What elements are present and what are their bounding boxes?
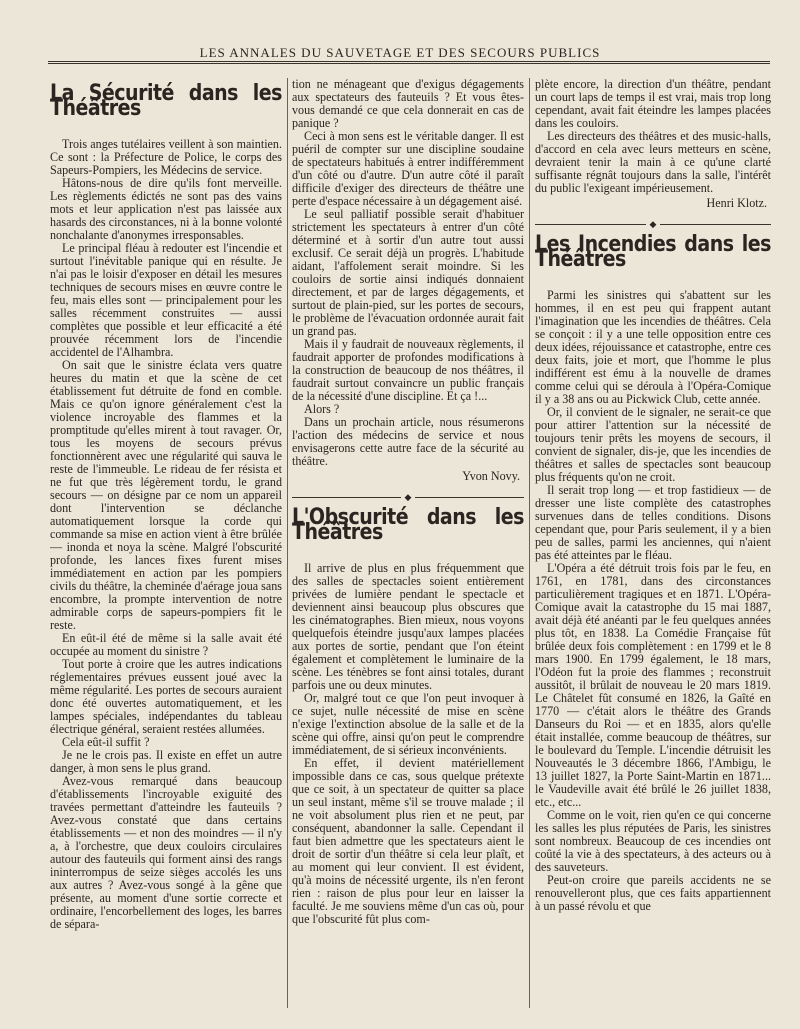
paragraph: Trois anges tutélaires veillent à son maintien. Ce sont : la Préfecture de Police, le corps des Sapeurs-Pompiers, les Médecins de service.	[50, 137, 282, 177]
column-3	[535, 78, 771, 1008]
paragraph: On sait que le sinistre éclata vers quatre heures du matin et que la scène de cet établissement fut détruite de fond en comble. Mais ce qu'on ignore généralement c'est la violence incroyable des flammes et la promptitude qu'elles mirent à tout ravager. Or, tous les moyens de secours prévus fonctionnèrent avec une régularité qui sauva le reste de l'immeuble. Le rideau de fer résista et ne fut que très légèrement tordu, le grand secours — on désigne par ce nom un appareil dont l'intervention se déclanche automatiquement lorsque la corde qui commande sa mise en action vient à être brûlée — inonda et noya la scène. Malgré l'obscurité profonde, les lances fixes furent mises immédiatement en action par les pompiers civils du théâtre, la cheminée d'aérage joua sans encombre, la prompte intervention de notre admirable corps de sapeurs-pompiers fit le reste.	[50, 358, 282, 632]
article-title: L'Obscurité dans les Théâtres	[292, 504, 524, 545]
paragraph: Comme on le voit, rien qu'en ce qui concerne les salles les plus réputées de Paris, les sinistres sont nombreux. Beaucoup de ces incendies ont coûté la vie à des spectateurs, à des acteurs ou à des sauveteurs.	[535, 808, 771, 874]
column-2	[292, 78, 524, 1008]
paragraph: Tout porte à croire que les autres indications réglementaires prévues eussent joué avec la même régularité. Les portes de secours auraient donc été ouvertes automatiquement, et les lampes spéciales, indépendantes du tableau électrique général, seraient restées allumées.	[50, 657, 282, 736]
paragraph: Cela eût-il suffit ?	[62, 735, 150, 749]
paragraph: L'Opéra a été détruit trois fois par le feu, en 1761, en 1781, dans des circonstances particulièrement tragiques et en 1871. L'Opéra-Comique avait la catastrophe du 15 mai 1887, avait déjà été anéanti par le feu quelques années plus tôt, en 1838. La Comédie Française fût brûlée deux fois complètement : en 1799 et le 8 mars 1900. En 1799 également, le 18 mars, l'Odéon fut la proie des flammes ; reconstruit aussitôt, il brûlait de nouveau le 20 mars 1819. Le Châtelet fût consumé en 1826, la Gaîté en 1770 — c'était alors le théâtre des Grands Danseurs du Roi — et en 1835, alors qu'elle était installée, comme beaucoup de théâtres, sur le boulevard du Temple. L'incendie détruisit les Nouveautés le 3 décembre 1866, l'Ambigu, le 13 juillet 1827, la Porte Saint-Martin en 1871... le Vaudeville avait été brûlé le 26 juillet 1838, etc., etc...	[535, 561, 771, 809]
paragraph: Or, malgré tout ce que l'on peut invoquer à ce sujet, nulle nécessité de mise en scène n'exige l'extinction absolue de la salle et de la scène qui offre, ainsi qu'on peut le comprendre immédiatement, de si sérieux inconvénients.	[292, 691, 524, 757]
separator: ◆	[292, 493, 524, 502]
article-title: Les Incendies dans les Théâtres	[535, 231, 771, 272]
article-title: La Sécurité dans les Théâtres	[50, 80, 282, 121]
paragraph: Dans un prochain article, nous résumerons l'action des médecins de service et nous envisagerons cette autre face de la sécurité au théâtre.	[292, 415, 524, 468]
paragraph: Il serait trop long — et trop fastidieux — de dresser une liste complète des catastrophes survenues dans de telles conditions. Disons cependant que, pour Paris seulement, il y a bien peu de salles, parmi les anciennes, qui n'aient pas été atteintes par le fléau.	[535, 483, 771, 562]
paragraph: tion ne ménageant que d'exigus dégagements aux spectateurs des fauteuils ? Et vous êtes-vous demandé ce que cela donnerait en cas de panique ?	[292, 78, 524, 130]
paragraph: Le seul palliatif possible serait d'habituer strictement les spectateurs à entrer d'un côté déterminé et à sortir d'un autre tout aussi exclusif. Ce serait déjà un progrès. L'habitude aidant, l'affolement serait moindre. Si les couloirs de sortie ainsi indiqués donnaient directement, et par de larges dégagements, et surtout de plain-pied, sur les portes de secours, le problème de l'évacuation ordonnée aurait fait un grand pas.	[292, 207, 524, 338]
header-rule	[48, 61, 770, 64]
paragraph: Ceci à mon sens est le véritable danger. Il est puéril de compter sur une discipline soudaine de spectateurs habitués à entrer indifféremment d'un côté ou d'autre. D'un autre côté il paraît difficile d'exiger des directeurs de théâtre une perte d'espace nécessaire à un dégagement aisé.	[292, 129, 524, 208]
paragraph: Les directeurs des théâtres et des music-halls, d'accord en cela avec leurs metteurs en scène, devraient tenir la main à ce qu'une clarté suffisante régnât toujours dans la salle, l'intérêt du public l'exigeant impérieusement.	[535, 129, 771, 195]
paragraph: En eût-il été de même si la salle avait été occupée au moment du sinistre ?	[50, 631, 282, 658]
paragraph: Hâtons-nous de dire qu'ils font merveille. Les règlements édictés ne sont pas des vains mots et leur application n'est pas laissée aux hasards des circonstances, ni à la bonne volonté nonchalante d'anonymes irresponsables.	[50, 176, 282, 242]
separator: ◆	[535, 220, 771, 229]
paragraph: Avez-vous remarqué dans beaucoup d'établissements l'incroyable exiguité des travées permettant d'atteindre les fauteuils ? Avez-vous constaté que dans certains établissements — et non des moindres — il n'y a, à l'orchestre, que deux couloirs circulaires autour des fauteuils qui forment ainsi des rangs ininterrompus de seize sièges accolés les uns aux autres ? Avez-vous songé à la gêne que présente, au moment d'une sortie correcte et ordinaire, l'encorbellement des loges, les barres de sépara-	[50, 774, 282, 931]
paragraph: Je ne le crois pas. Il existe en effet un autre danger, à mon sens le plus grand.	[50, 748, 282, 775]
column-divider	[529, 78, 530, 1008]
column-1	[50, 78, 282, 1008]
paragraph: Parmi les sinistres qui s'abattent sur les hommes, il en est peu qui frappent autant l'imagination que les incendies de théâtres. Cela se conçoit : il y a une telle opposition entre ces deux idées, réjouissance et catastrophe, entre ces deux faits, joie et mort, que l'homme le plus indifférent est ému à la nouvelle de drames comme celui qui se déroula à l'Opéra-Comique il y a 38 ans ou au Pickwick Club, cette année.	[535, 288, 771, 406]
column-divider	[287, 78, 288, 1008]
paragraph: Or, il convient de le signaler, ne serait-ce que pour attirer l'attention sur la nécessité de toujours tenir prêts les moyens de secours, il convient de signaler, dis-je, que les incendies de théâtres et salles de spectacles sont beaucoup plus fréquents qu'on ne croit.	[535, 405, 771, 484]
paragraph: Il arrive de plus en plus fréquemment que des salles de spectacles soient entièrement privées de lumière pendant le spectacle et deviennent ainsi beaucoup plus obscures que les cinématographes. Bien mieux, nous voyons quelquefois éteindre jusqu'aux lampes placées aux portes de sortie, pendant que l'on éteint également et complètement le luminaire de la scène. Les ténèbres se font ainsi totales, durant parfois une ou deux minutes.	[292, 561, 524, 692]
author-signature: Henri Klotz.	[706, 196, 767, 210]
paragraph: Alors ?	[304, 402, 340, 416]
paragraph: Peut-on croire que pareils accidents ne se renouvelleront plus, que ces faits appartiennent à un passé révolu et que	[535, 873, 771, 913]
paragraph: Mais il y faudrait de nouveaux règlements, il faudrait apporter de profondes modifications à la construction de beaucoup de nos théâtres, il faudrait surtout convaincre un public français de la nécessité d'une discipline. Et ça !...	[292, 337, 524, 403]
author-signature: Yvon Novy.	[462, 469, 520, 483]
paragraph: En effet, il devient matériellement impossible dans ce cas, sous quelque prétexte que ce soit, à un spectateur de quitter sa place un seul instant, même s'il se trouve malade ; il ne voit absolument plus rien et ne peut, par conséquent, abandonner la salle. Cependant il faut bien admettre que les spectateurs aient le droit de sortir d'un théâtre si cela leur plaît, et au moment qui leur convient. Il est évident, qu'à moins de nécessité urgente, ils n'en feront rien : raison de plus pour leur en laisser la faculté. Je me souviens même d'un cas où, pour que l'obscurité fût plus com-	[292, 756, 524, 926]
running-head: LES ANNALES DU SAUVETAGE ET DES SECOURS PUBLICS	[199, 45, 601, 60]
paragraph: plète encore, la direction d'un théâtre, pendant un court laps de temps il est vrai, mais trop long cependant, avait fait éteindre les lampes placées dans les couloirs.	[535, 78, 771, 130]
paragraph: Le principal fléau à redouter est l'incendie et surtout l'inévitable panique qui en résulte. Je n'ai pas le loisir d'exposer en détail les mesures techniques de secours mises en œuvre contre le feu, mais elles sont — principalement pour les salles récemment construites — aussi complètes que possible et leur efficacité a été prouvée récemment lors de l'incendie accidentel de l'Alhambra.	[50, 241, 282, 359]
